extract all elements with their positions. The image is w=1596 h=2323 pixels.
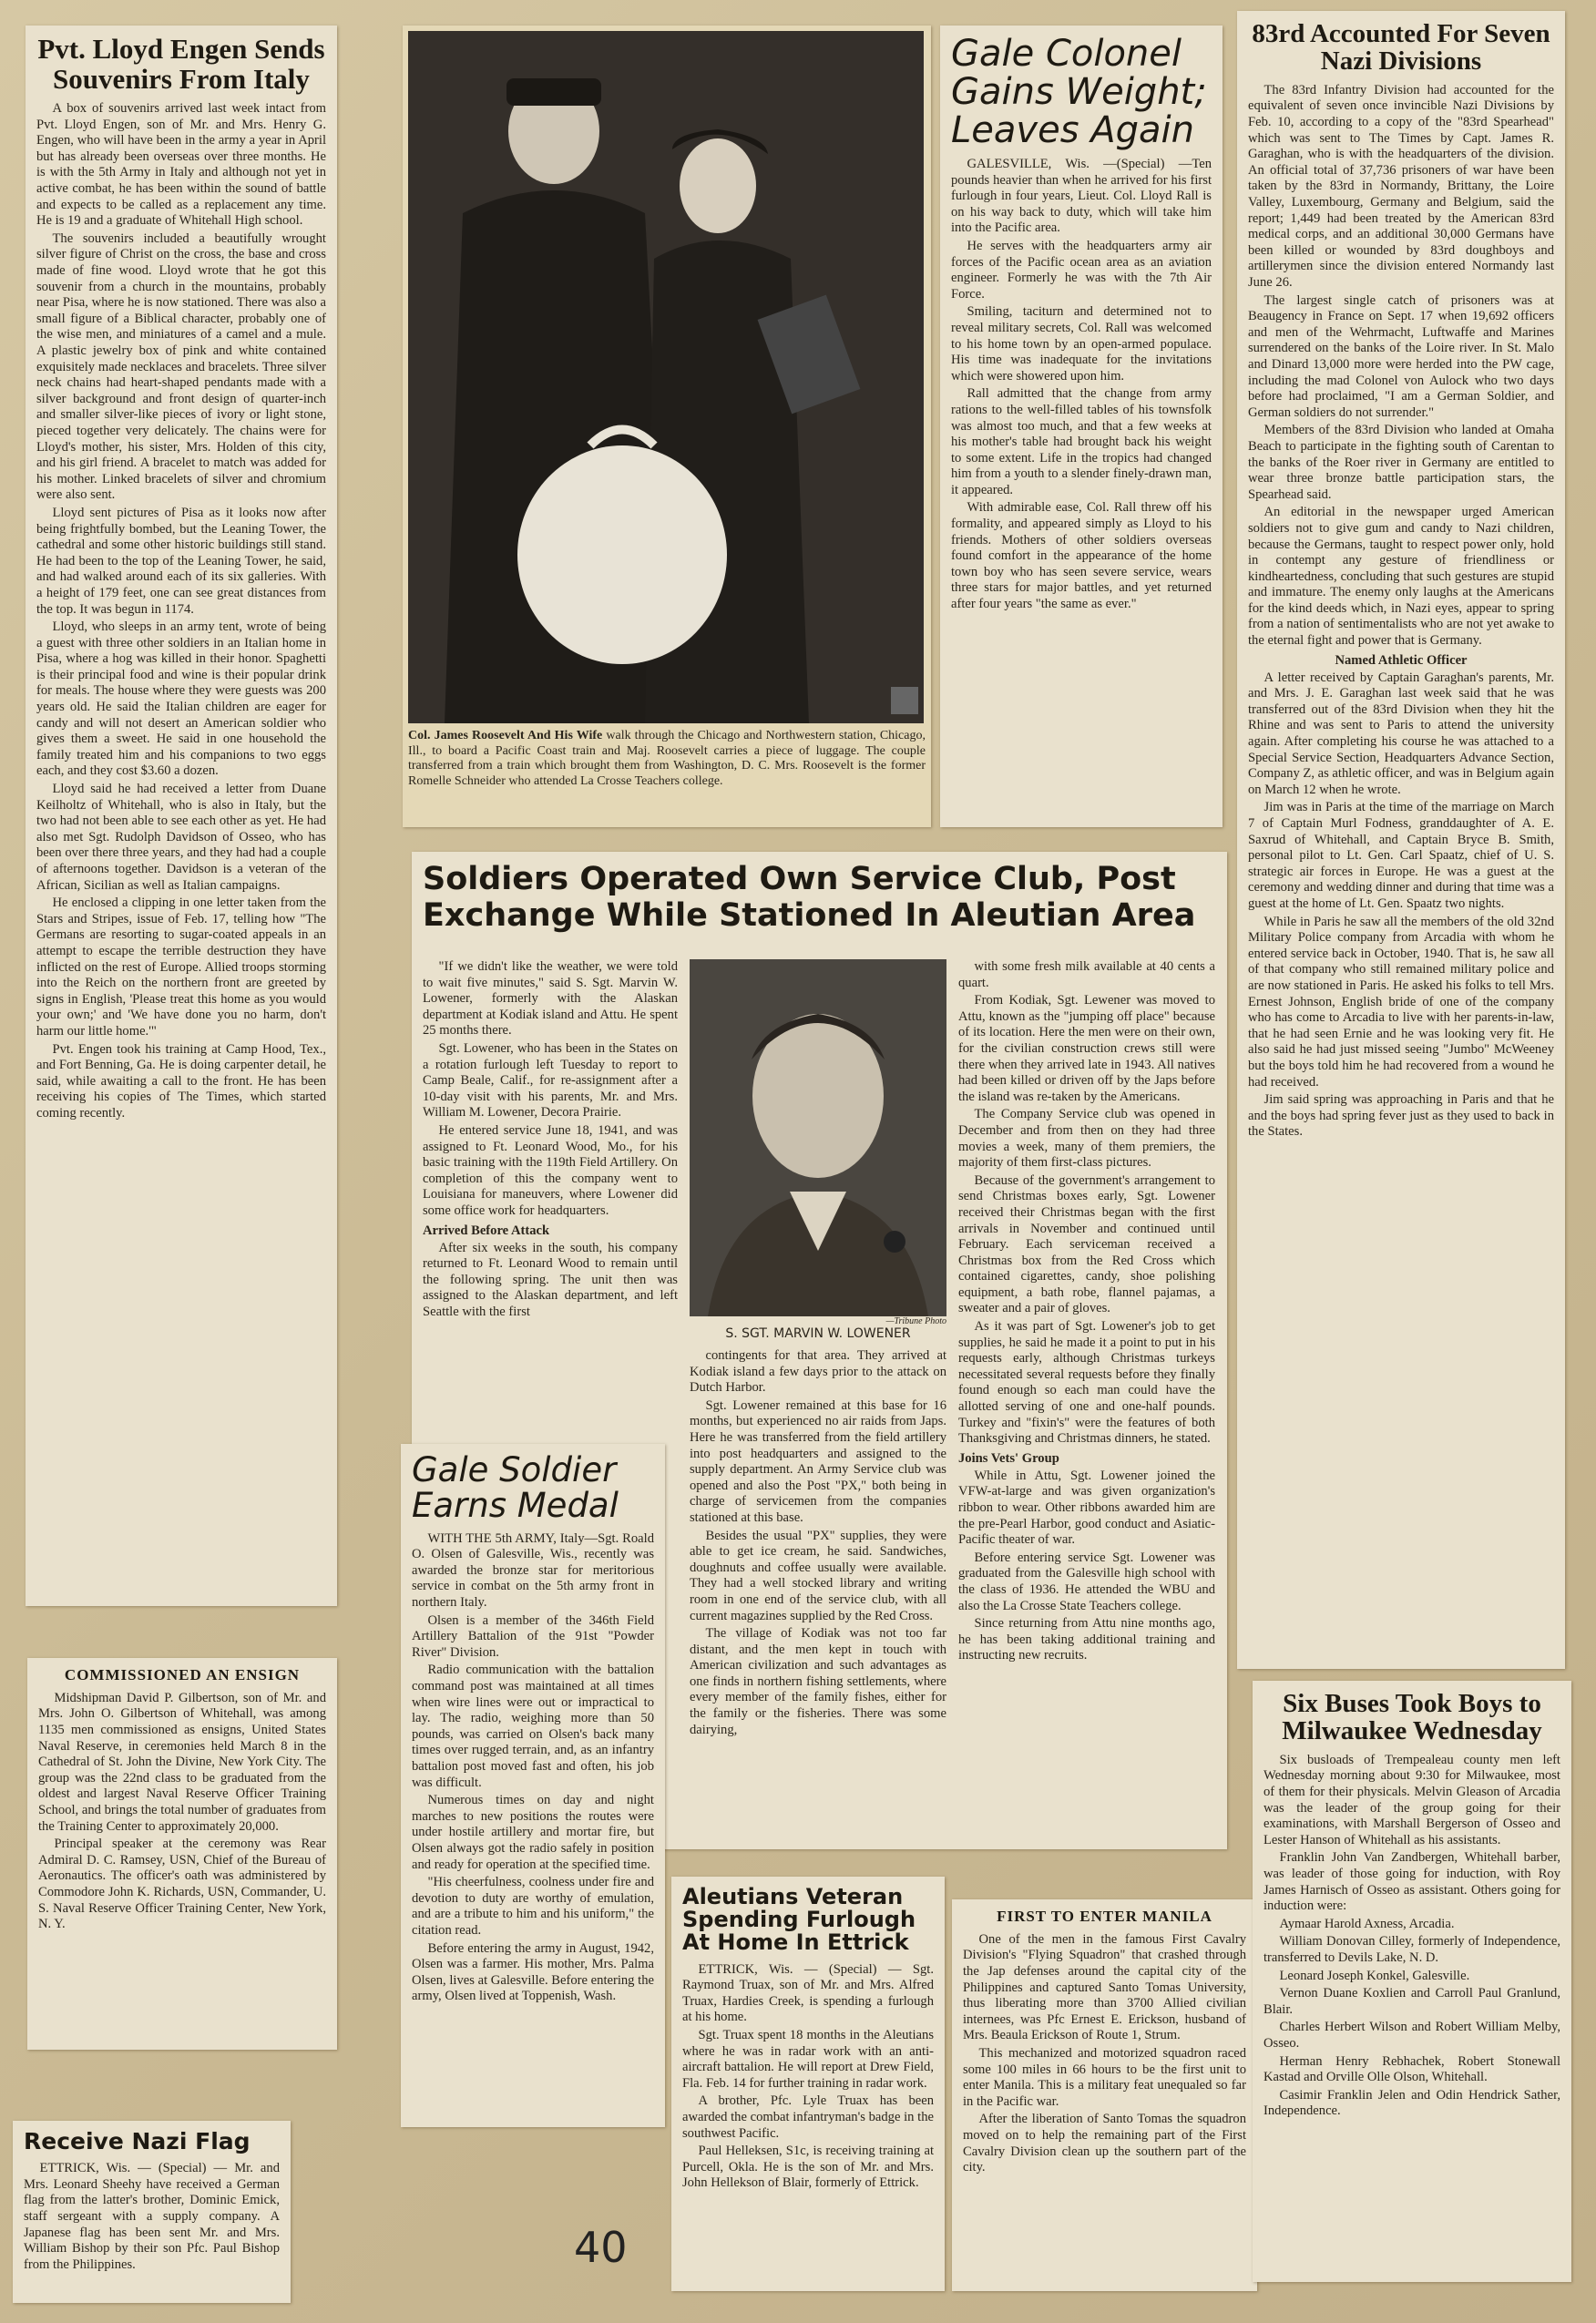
article-body <box>24 2161 280 2273</box>
paragraph: Because of the government's arrangement to send Christmas boxes early, Sgt. Lowener received their Christmas began with the first arrivals in November and continued until February. Each serviceman received a Christmas box from the Red Cross which contained cigarettes, candy, shoe polishing equipment, a bath robe, flannel pajamas, a sweater and a pair of gloves. <box>958 1172 1215 1316</box>
paragraph: contingents for that area. They arrived at Kodiak island a few days prior to the attack on Dutch Harbor. <box>690 1348 946 1396</box>
article-body <box>38 1691 326 1933</box>
roosevelt-photo <box>408 31 924 723</box>
paragraph: The souvenirs included a beautifully wrought silver figure of Christ on the cross, the base and cross made of fine wood. Lloyd wrote that he got this souvenir from a church in the mountains, probably near Pisa, where he is now stationed. There was also a small figure of a Biblical character, probably one of the wise men, and miniatures of a camel and a mule. A plastic jewelry box of pink and white contained exquisitely made necklaces and bracelets. Three silver neck chains had heart-shaped pendants made with a silver background and front design of quarter-inch and smaller silver-like pieces of ivory or light stone, pieced together very delicately. The chains were for Lloyd's mother, his sister, Mrs. Holden of this city, and his girl friend. A bracelet to match was added for his mother. Linked bracelets of silver and chromium were also sent. <box>36 230 326 503</box>
paragraph: Besides the usual "PX" supplies, they were able to get ice cream, he said. Sandwiches, doughnuts and coffee usually were available. They had a well stocked library and writing room in one end of the service club, with all current magazines supplied by the Red Cross. <box>690 1528 946 1623</box>
article-body <box>412 1531 654 2005</box>
paragraph: WITH THE 5th ARMY, Italy—Sgt. Roald O. Olsen of Galesville, Wis., recently was awarded the bronze star for meritorious service in combat on the 5th army front in northern Italy. <box>412 1530 654 1611</box>
paragraph: "If we didn't like the weather, we were told to wait five minutes," said S. Sgt. Marvin W. Lowener, formerly with the Alaskan department at Kodiak island and Attu. He spent 25 months there. <box>423 959 678 1039</box>
subhead: Named Athletic Officer <box>1335 652 1468 668</box>
paragraph: Midshipman David P. Gilbertson, son of Mr. and Mrs. John O. Gilbertson of Whitehall, was among 1135 men commissioned as ensigns, United States Naval Reserve, in ceremonies held March 8 in the Cathedral of St. John the Divine, New York City. The group was the 22nd class to be graduated from the oldest and largest Naval Reserve Officer Training School, and brings the total number of graduates from the Training Center to approximately 20,000. <box>38 1690 326 1834</box>
paragraph: The largest single catch of prisoners was at Beaugency in France on Sept. 17 when 19,692 officers and men of the Wehrmacht, Luftwaffe and Marines surrendered on the banks of the Loire river. In St. Malo and Dinard 13,000 more were herded into the PW cage, including the mad Colonel von Aulock who two days before had proclaimed, "I am a German Soldier, and German soldiers do not surrender." <box>1248 292 1554 420</box>
paragraph: A box of souvenirs arrived last week intact from Pvt. Lloyd Engen, son of Mr. and Mrs. Henry G. Engen, who will have been in the army a year in April but has already been overseas over three months. He is with the 5th Army in Italy and although not yet in active combat, he has been within the sound of battle and expects to be called as a replacement any time. He is 19 and a graduate of Whitehall High school. <box>36 101 326 229</box>
paragraph: ETTRICK, Wis. — (Special) — Mr. and Mrs. Leonard Sheehy have received a German flag from the latter's brother, Dominic Emick, staff sergeant with a supply company. A Japanese flag has been sent Mr. and Mrs. William Bishop by their son Pfc. Paul Bishop from the Philippines. <box>24 2161 280 2272</box>
paragraph: From Kodiak, Sgt. Lewener was moved to Attu, known as the "jumping off place" because of its location. Here the men were on their own, for the civilian construction crews still were there when they arrived late in 1943. All natives had been killed or driven off by the Japs before the island was re-taken by the Americans. <box>958 993 1215 1104</box>
headline: Receive Nazi Flag <box>24 2128 251 2154</box>
paragraph: "His cheerfulness, coolness under fire and devotion to duty are worthy of emulation, and are a tribute to him and his uniform," the citation read. <box>412 1875 654 1938</box>
paragraph: Aymaar Harold Axness, Arcadia. <box>1279 1916 1455 1931</box>
paragraph: Six busloads of Trempealeau county men left Wednesday morning about 9:30 for Milwaukee, most of them for their physicals. Melvin Gleason of Arcadia was the leader of the group going for their examinations, with Marshall Bergerson of Osseo and Lester Hanson of Whitehall as his assistants. <box>1264 1752 1560 1847</box>
caption-lead: Col. James Roosevelt And His Wife <box>408 729 603 742</box>
paragraph: Pvt. Engen took his training at Camp Hood, Tex., and Fort Benning, Ga. He is doing carpenter detail, he said, while awaiting a call to the front. He has been receiving his copies of The Times, which started coming recently. <box>36 1041 326 1121</box>
paragraph: Sgt. Lowener remained at this base for 16 months, but experienced no air raids from Japs. Here he was transferred from the field artillery into post headquarters and assigned to the supply department. An Army Service club was opened and also the Post "PX," both being in charge of servicemen from the companies stationed at this base. <box>690 1397 946 1525</box>
article-buses <box>1253 1681 1571 2282</box>
paragraph: He enclosed a clipping in one letter taken from the Stars and Stripes, issue of Feb. 17, telling how "The Germans are resorting to sugar-coated appeals in an attempt to escape the terrible destruction they have inflicted on the rest of Europe. Allied troops storming into the Reich on the northern front are greeted by signs in English, 'Please treat this home as you would your own;' and 'We have done you no harm, don't harm our little home.'" <box>36 895 326 1039</box>
paragraph: Charles Herbert Wilson and Robert William Melby, Osseo. <box>1264 2020 1560 2051</box>
paragraph: Numerous times on day and night marches to new positions the routes were under hostile artillery and mortar fire, but Olsen always got the radio safely in position and ready for operation at the specified time. <box>412 1793 654 1872</box>
paragraph: While in Attu, Sgt. Lowener joined the VFW-at-large and was given organization's ribbon to wear. Other ribbons awarded him are the pre-Pearl Harbor, good conduct and Asiatic-Pacific theater of war. <box>958 1468 1215 1548</box>
paragraph: Smiling, taciturn and determined not to reveal military secrets, Col. Rall was welcomed to his home town by an open-armed populace. His time was inadequate for the invitations which were showered upon him. <box>951 304 1212 384</box>
paragraph: Vernon Duane Koxlien and Carroll Paul Granlund, Blair. <box>1264 1986 1560 2017</box>
paragraph: Sgt. Lowener, who has been in the States on a rotation furlough left Tuesday to report to Camp Beale, Calif., for re-assignment after a 10-day visit with his parents, Mr. and Mrs. William M. Lowener, Decora Prairie. <box>423 1040 678 1121</box>
paragraph: Principal speaker at the ceremony was Rear Admiral D. C. Ramsey, USN, Chief of the Bureau of Aeronautics. The officer's oath was administered by Commodore John K. Richards, USN, Commander, U. S. Naval Reserve Officer Training Center, New York, N. Y. <box>38 1837 326 1932</box>
headline: Six Buses Took Boys to Milwaukee Wednesday <box>1282 1689 1542 1746</box>
column-1 <box>423 959 678 1322</box>
headline: Pvt. Lloyd Engen Sends Souvenirs From Italy <box>37 33 325 95</box>
paragraph: Since returning from Attu nine months ago, he has been taking additional training and instructing new recruits. <box>958 1616 1215 1663</box>
photo-roosevelt-clip <box>403 26 931 827</box>
paragraph: Leonard Joseph Konkel, Galesville. <box>1279 1968 1470 1983</box>
headline: FIRST TO ENTER MANILA <box>997 1908 1212 1925</box>
paragraph: After the liberation of Santo Tomas the squadron moved on to help the remaining part of the First Cavalry Division clean up the southern part of the city. <box>963 2112 1246 2175</box>
paragraph: Herman Henry Rebhachek, Robert Stonewall Kastad and Orville Olle Olson, Whitehall. <box>1264 2053 1560 2085</box>
paragraph: ETTRICK, Wis. — (Special) — Sgt. Raymond Truax, son of Mr. and Mrs. Alfred Truax, Hardies Creek, is spending a furlough at his home. <box>682 1961 934 2025</box>
paragraph: Paul Helleksen, S1c, is receiving training at Purcell, Okla. He is the son of Mr. and Mrs. John Hellekson of Blair, formerly of Ettrick. <box>682 2144 934 2191</box>
article-83rd <box>1237 11 1565 1669</box>
paragraph: Radio communication with the battalion command post was maintained at all times when wire lines were out or impractical to lay. The radio, weighing more than 50 pounds, was carried on Olsen's back many times over rugged terrain, and, as an infantry battalion post moved fast and often, his job was difficult. <box>412 1663 654 1790</box>
paragraph: Before entering service Sgt. Lowener was graduated from the Galesville high school with the class of 1936. He attended the WBU and also the La Crosse State Teachers college. <box>958 1550 1215 1613</box>
paragraph: Casimir Franklin Jelen and Odin Hendrick Sather, Independence. <box>1264 2087 1560 2119</box>
paragraph: An editorial in the newspaper urged American soldiers not to give gum and candy to Nazi children, because the Germans, taught to respect power only, hold in contempt any gesture of friendliness or kindheartedness, concluding that such gestures are stupid and immature. The enemy only laughs at the Americans for the kind deeds which, in Nazi eyes, appear to spring from a nation of sentimentalists who are not yet awake to the eternal fight and power that is Germany. <box>1248 505 1554 649</box>
paragraph: Before entering the army in August, 1942, Olsen was a farmer. His mother, Mrs. Palma Olsen, lives at Galesville. Before entering the army, Olsen lived at Toppenish, Wash. <box>412 1940 654 2004</box>
paragraph: A brother, Pfc. Lyle Truax has been awarded the combat infantryman's badge in the southwest Pacific. <box>682 2093 934 2141</box>
paragraph: William Donovan Cilley, formerly of Independence, transferred to Devils Lake, N. D. <box>1264 1934 1560 1965</box>
page-number: 40 <box>574 2223 628 2272</box>
paragraph: The village of Kodiak was not too far distant, and the men kept in touch with American civilization and such advantages as one finds in northern fishing settlements, where every member of the family fishes, either for the family or the fisheries. There was some dairying, <box>690 1626 946 1737</box>
photo-caption <box>408 729 926 789</box>
article-manila <box>952 1899 1257 2291</box>
headline: Aleutians Veteran Spending Furlough At Home In Ettrick <box>682 1884 916 1956</box>
article-body <box>682 1962 934 2192</box>
paragraph: After six weeks in the south, his company returned to Ft. Leonard Wood to remain until the following spring. The unit then was assigned to the Alaskan department, and left Seattle with the first <box>423 1240 678 1319</box>
photo-name: S. SGT. MARVIN W. LOWENER <box>725 1326 911 1341</box>
paragraph: As it was part of Sgt. Lowener's job to get supplies, he said he made it a point to put in his requests early, although Christmas turkeys necessitated several requests before they finally found enough so each man could have the allotted serving of one and one-half pounds. Turkey and "fixin's" were the features of both Thanksgiving and Christmas dinners, he stated. <box>958 1319 1215 1447</box>
paragraph: The Company Service club was opened in December and from then on they had three movies a week, many of them premiers, the majority of them first-class pictures. <box>958 1107 1215 1171</box>
paragraph: The 83rd Infantry Division had accounted for the equivalent of seven once invincible Nazi Divisions by Feb. 10, according to a copy of the "83rd Spearhead" which was sent to The Times by Capt. James R. Garaghan, who is with the headquarters of the division. An official total of 37,736 prisoners of war have been taken by the 83rd in Normandy, Brittany, the Loire Valley, Luxembourg, Germany and Belgium, said the report; 1,449 had been treated by the American 83rd medical corps, and an additional 30,000 Germans have been killed or wounded by 83rd doughboys and artillerymen since the division entered Normandy last June 26. <box>1248 82 1554 290</box>
paragraph: One of the men in the famous First Cavalry Division's "Flying Squadron" that crashed through the Jap defenses around the capital city of the Philippines and captured Santo Tomas University, thus liberating more than 3700 Allied civilian internees, was Pfc Ernest E. Erickson, husband of Mrs. Beaula Erickson of Route 1, Strum. <box>963 1931 1246 2043</box>
article-body <box>963 1932 1246 2176</box>
lowener-photo <box>690 959 946 1316</box>
paragraph: A letter received by Captain Garaghan's parents, Mr. and Mrs. J. E. Garaghan last week said that he was transferred out of the 83rd Division when they hit the Rhine and was sent to Paris to attend the university again. After completing his course he was attached to a Special Service Section, Headquarters Advance Section, Company Z, as athletic officer, and was in Belgium again on March 12 when he wrote. <box>1248 670 1554 797</box>
article-body <box>951 157 1212 613</box>
article-body <box>1248 83 1554 1141</box>
paragraph: Franklin John Van Zandbergen, Whitehall barber, was leader of those going for induction, with Roy James Harnisch of Osseo as assistant. Others going for induction were: <box>1264 1850 1560 1914</box>
paragraph: He entered service June 18, 1941, and was assigned to Ft. Leonard Wood, Mo., for his basic training with the 119th Field Artillery. On completion of this the company went to Louisiana for maneuvers, where Lowener did some office work for headquarters. <box>423 1122 678 1218</box>
article-body <box>1264 1753 1560 2120</box>
headline: Soldiers Operated Own Service Club, Post Exchange While Stationed In Aleutian Area <box>423 861 1196 935</box>
headline: 83rd Accounted For Seven Nazi Divisions <box>1252 19 1550 77</box>
article-gale-colonel <box>940 26 1223 827</box>
article-nazi-flag <box>13 2121 291 2303</box>
article-veteran <box>671 1877 945 2291</box>
article-medal <box>401 1444 665 2127</box>
paragraph: With admirable ease, Col. Rall threw off his formality, and appeared simply as Lloyd to his friends. Mothers of other soldiers overseas found comfort in the appearance of the home town boy who has seen severe service, wears three stars for major battles, and yet returned after four years "the same as ever." <box>951 500 1212 612</box>
headline: COMMISSIONED AN ENSIGN <box>64 1666 301 1683</box>
paragraph: Members of the 83rd Division who landed at Omaha Beach to participate in the fighting south of Carentan to the banks of the Roer river in Germany are entitled to wear three bronze battle participation stars, the Spearhead said. <box>1248 423 1554 502</box>
paragraph: Lloyd, who sleeps in an army tent, wrote of being a guest with three other soldiers in an Italian home in Pisa, where a hog was killed in their honor. Spaghetti is their principal food and wine is their popular drink for meals. The house where they were guests was 200 years old. He said the Italian children are eager for candy and will not desert an American soldier who gives them a sweet. He said in one household the family treated him and his companions to two eggs each, and they cost $3.60 a dozen. <box>36 619 326 779</box>
paragraph: Olsen is a member of the 346th Field Artillery Battalion of the 91st "Powder River" Division. <box>412 1612 654 1660</box>
paragraph: Rall admitted that the change from army rations to the well-filled tables of his townsfolk was almost too much, and that a few weeks at his mother's table had brought back his weight to some extent. Life in the tropics had changed him from a youth to a slender finely-drawn man, it appeared. <box>951 386 1212 497</box>
paragraph: This mechanized and motorized squadron raced some 100 miles in 66 hours to be the first unit to enter Manila. This is a military feat unequaled so far in the Pacific war. <box>963 2046 1246 2109</box>
paragraph: Lloyd said he had received a letter from Duane Keilholtz of Whitehall, who is also in Italy, but the two had not been able to see each other as yet. He had also met Sgt. Rudolph Davidson of Osseo, who has been over there three years, and they had had a couple of afternoons together. Davidson is a veteran of the African, Sicilian as well as Italian campaigns. <box>36 782 326 893</box>
paragraph: Sgt. Truax spent 18 months in the Aleutians where he was in radar work with an anti-aircraft battalion. He will report at Drew Field, Fla. Feb. 14 for further training in radar work. <box>682 2027 934 2091</box>
headline: Gale Colonel Gains Weight; Leaves Again <box>951 33 1207 151</box>
article-ensign <box>27 1658 337 2050</box>
article-engen <box>26 26 337 1606</box>
paragraph: While in Paris he saw all the members of the old 32nd Military Police company from Arcadia with whom he entered service back in October, 1940. That is, he saw all of that company who still remained military police and are now stationed in Paris. He asked his folks to tell Mrs. Ernest Johnson, English bride of one of the company who has come to Arcadia to live with her parents-in-law, that he had seen Ernie and he was looking very fit. He also said he had just missed seeing "Jumbo" McWeeney but the boys told him he had recovered from a wound he had received. <box>1248 914 1554 1090</box>
paragraph: Jim said spring was approaching in Paris and that he and the boys had spring fever just as they used to back in the States. <box>1248 1092 1554 1140</box>
paragraph: Lloyd sent pictures of Pisa as it looks now after being frightfully bombed, but the Leaning Tower, the cathedral and some other historic buildings still stand. He had been to the top of the Leaning Tower, he said, and had walked around each of its six galleries. With a height of 179 feet, one can see great distances from the top. It was begun in 1174. <box>36 505 326 617</box>
article-body <box>36 101 326 1121</box>
caption-text: walk through the Chicago and Northwestern station, Chicago, Ill., to board a Pacific Coast train and Maj. Roosevelt carries a piece of luggage. The couple transferred from a train which brought them from Washington, D. C. Mrs. Roosevelt is the former Romelle Schneider who attended La Crosse Teachers college. <box>408 729 926 788</box>
paragraph: with some fresh milk available at 40 cents a quart. <box>958 959 1215 990</box>
column-3 <box>958 959 1215 1666</box>
subhead: Joins Vets' Group <box>958 1450 1059 1466</box>
subhead: Arrived Before Attack <box>423 1223 550 1238</box>
paragraph: He serves with the headquarters army air forces of the Pacific ocean area as an aviation engineer. Formerly he was with the 7th Air Force. <box>951 238 1212 302</box>
headline: Gale Soldier Earns Medal <box>412 1450 619 1525</box>
paragraph: GALESVILLE, Wis. —(Special) —Ten pounds heavier than when he arrived for his first furlough in four years, Lieut. Col. Lloyd Rall is on his way back to duty, which will take him into the Pacific area. <box>951 157 1212 236</box>
lowener-photo-block <box>690 959 946 1740</box>
photo-credit: —Tribune Photo <box>885 1316 946 1326</box>
paragraph: Jim was in Paris at the time of the marriage on March 7 of Captain Murl Fodness, granddaughter of A. E. Saxrud of Whitehall, and Captain Bryce B. Smith, personal pilot to Lt. Gen. Carl Spaatz, chief of U. S. strategic air forces in Europe. He was a guest at the ceremony and wedding dinner and during that time was a guest at the home of Lt. Gen. Spaatz two nights. <box>1248 800 1554 911</box>
column-2 <box>690 1348 946 1738</box>
